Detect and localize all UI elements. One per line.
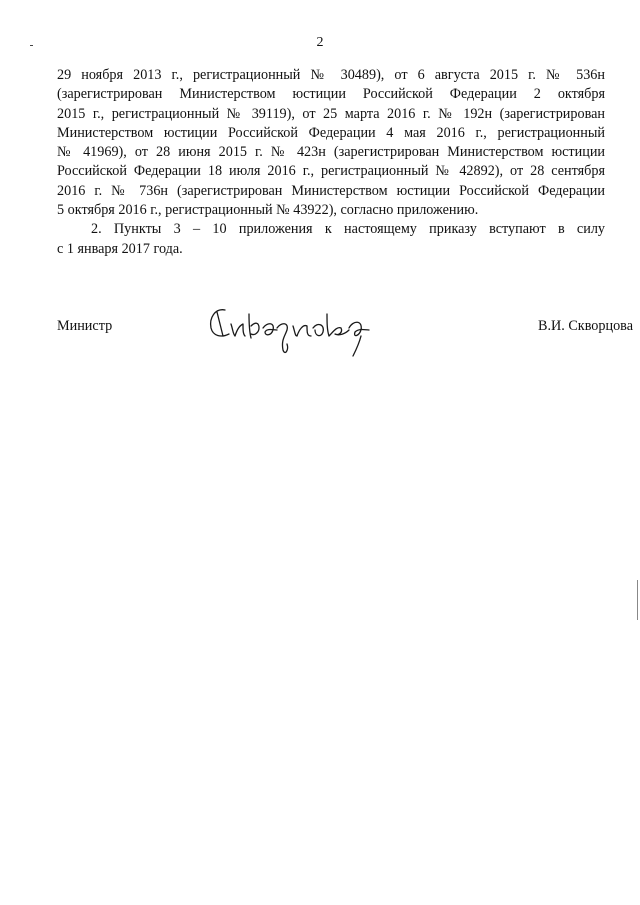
page-number: 2: [316, 35, 324, 50]
body-line: 5 октября 2016 г., регистрационный № 43922), согласно приложению.: [57, 202, 479, 219]
scan-edge-mark: [637, 580, 638, 620]
paragraph-2-line: с 1 января 2017 года.: [57, 240, 183, 257]
signature-block: [57, 300, 633, 370]
body-line: Министерством юстиции Российской Федерации 4 мая 2016 г., регистрационный: [57, 124, 605, 141]
body-line: 29 ноября 2013 г., регистрационный № 30489), от 6 августа 2015 г. № 536н: [57, 67, 605, 83]
body-line: 2016 г. № 736н (зарегистрирован Министерством юстиции Российской Федерации: [57, 182, 605, 199]
handwritten-signature: [203, 300, 393, 362]
body-line: (зарегистрирован Министерством юстиции Российской Федерации 2 октября: [57, 86, 605, 103]
body-line: Российской Федерации 18 июля 2016 г., регистрационный № 42892), от 28 сентября: [57, 163, 605, 180]
document-body: [57, 66, 605, 259]
paragraph-2-line: 2. Пункты 3 – 10 приложения к настоящему приказу вступают в силу: [91, 221, 605, 238]
position-title: Министр: [57, 318, 113, 334]
signatory-name: В.И. Скворцова: [538, 318, 633, 334]
body-line: 2015 г., регистрационный № 39119), от 25 марта 2016 г. № 192н (зарегистрирован: [57, 105, 605, 122]
body-line: № 41969), от 28 июня 2015 г. № 423н (зарегистрирован Министерством юстиции: [57, 144, 605, 161]
